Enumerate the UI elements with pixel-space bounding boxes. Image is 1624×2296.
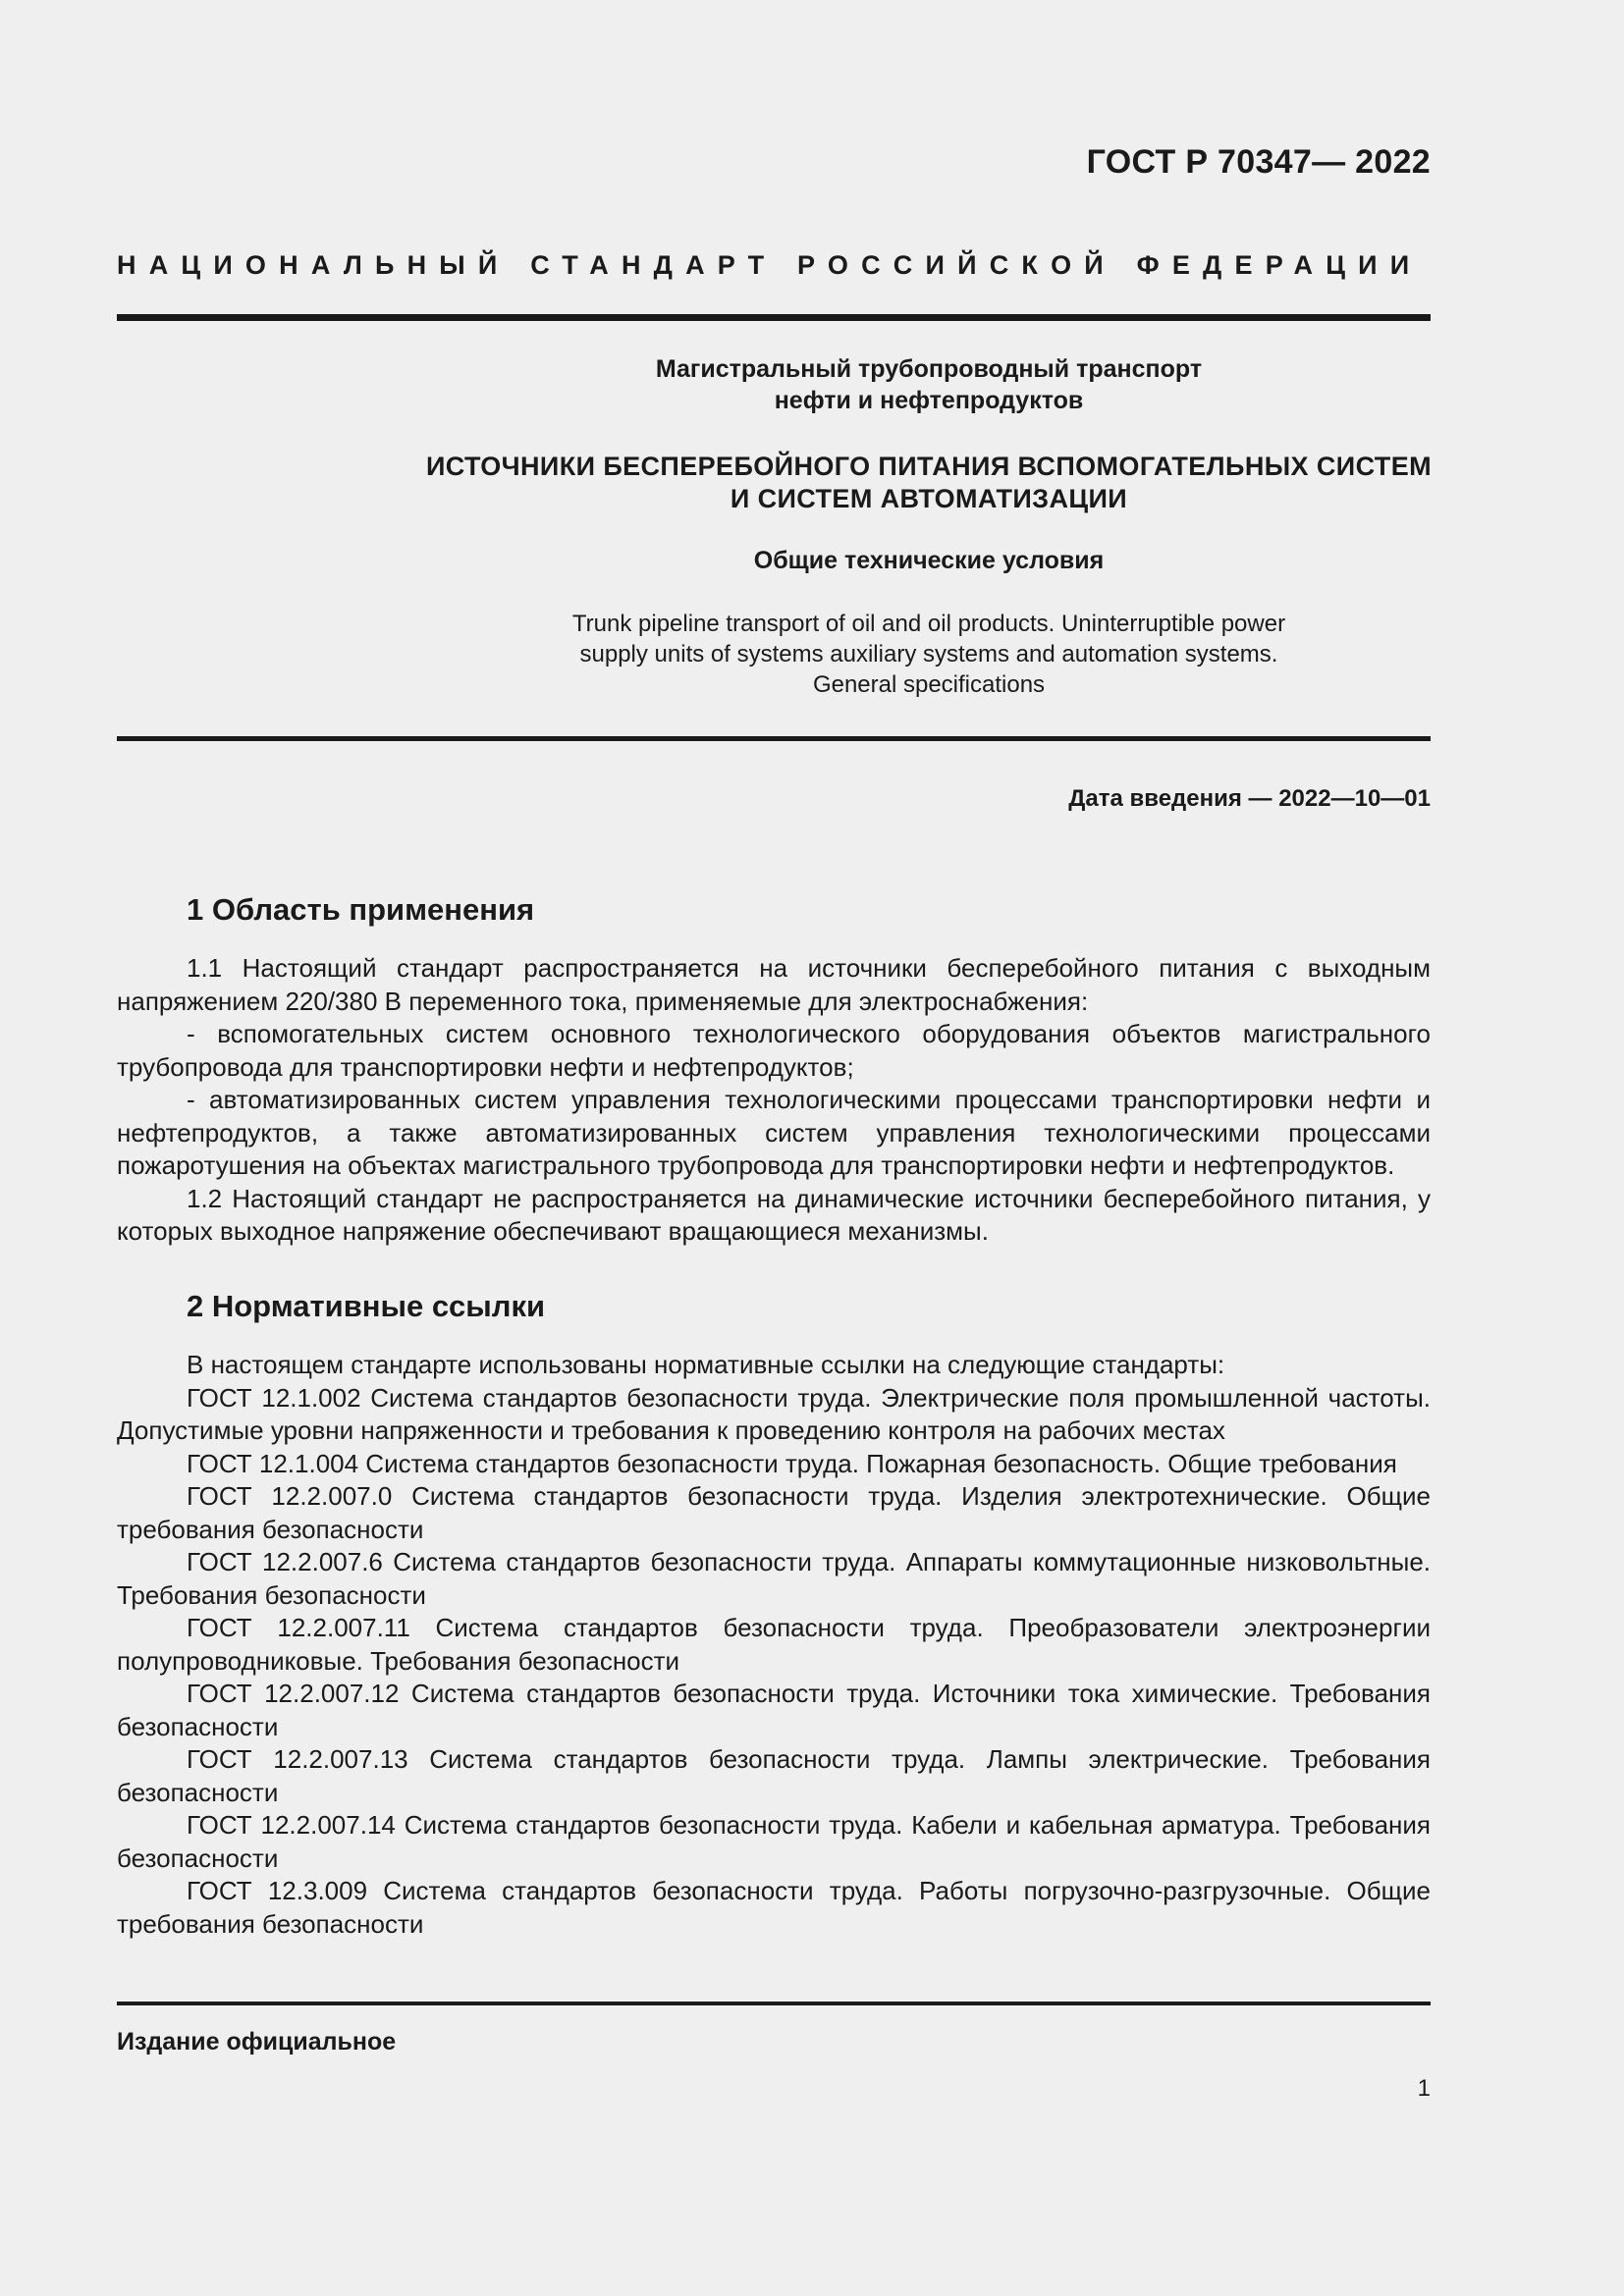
introduction-date: Дата введения — 2022—10—01 — [1068, 785, 1431, 812]
subtitle-line: Магистральный трубопроводный транспорт — [655, 355, 1203, 383]
english-title-line: General specifications — [812, 671, 1046, 698]
document-spec: Общие технические условия — [753, 547, 1105, 574]
bottom-rule — [117, 2002, 1431, 2005]
paragraph: 1.2 Настоящий стандарт не распространяется на динамические источники бесперебойного питания, у которых выходное напряжение обеспечивают вращающиеся механизмы. — [117, 1183, 1431, 1246]
paragraph: В настоящем стандарте использованы нормативные ссылки на следующие стандарты: — [187, 1350, 1225, 1379]
title-line: ИСТОЧНИКИ БЕСПЕРЕБОЙНОГО ПИТАНИЯ ВСПОМОГАТЕЛЬНЫХ СИСТЕМ — [426, 452, 1432, 481]
reference-item: ГОСТ 12.2.007.14 Система стандартов безопасности труда. Кабели и кабельная арматура. Требования безопасности — [117, 1810, 1431, 1873]
reference-item: ГОСТ 12.1.004 Система стандартов безопасности труда. Пожарная безопасность. Общие требования — [187, 1448, 1397, 1478]
section-1-body — [117, 952, 1431, 1249]
reference-item: ГОСТ 12.1.002 Система стандартов безопасности труда. Электрические поля промышленной частоты. Допустимые уровни напряженности и требования к проведению контроля на рабочих местах — [117, 1382, 1431, 1445]
reference-item: ГОСТ 12.3.009 Система стандартов безопасности труда. Работы погрузочно-разгрузочные. Общие требования безопасности — [117, 1876, 1431, 1939]
english-title-line: Trunk pipeline transport of oil and oil products. Uninterruptible power — [571, 611, 1286, 637]
title-line: И СИСТЕМ АВТОМАТИЗАЦИИ — [730, 484, 1128, 513]
paragraph: - автоматизированных систем управления технологическими процессами транспортировки нефти и нефтепродуктов, а также автоматизированных систем управления технологическими процессами пожаротушения на объектах магистрального трубопровода для транспортировки нефти и нефтепродуктов. — [117, 1085, 1431, 1180]
reference-item: ГОСТ 12.2.007.11 Система стандартов безопасности труда. Преобразователи электроэнергии полупроводниковые. Требования безопасности — [117, 1613, 1431, 1676]
reference-item: ГОСТ 12.2.007.6 Система стандартов безопасности труда. Аппараты коммутационные низковольтные. Требования безопасности — [117, 1547, 1431, 1610]
document-subtitle — [117, 353, 1624, 416]
document-number: ГОСТ Р 70347— 2022 — [1086, 143, 1431, 181]
section-1-heading: 1 Область применения — [187, 892, 535, 927]
subtitle-line: нефти и нефтепродуктов — [774, 387, 1084, 414]
reference-item: ГОСТ 12.2.007.13 Система стандартов безопасности труда. Лампы электрические. Требования безопасности — [117, 1744, 1431, 1807]
english-title — [117, 609, 1624, 700]
national-standard-banner: НАЦИОНАЛЬНЫЙ СТАНДАРТ РОССИЙСКОЙ ФЕДЕРАЦИИ — [117, 250, 1423, 280]
middle-rule — [117, 736, 1431, 741]
english-title-line: supply units of systems auxiliary systems and automation systems. — [579, 641, 1278, 667]
reference-item: ГОСТ 12.2.007.0 Система стандартов безопасности труда. Изделия электротехнические. Общие требования безопасности — [117, 1481, 1431, 1544]
reference-item: ГОСТ 12.2.007.12 Система стандартов безопасности труда. Источники тока химические. Требования безопасности — [117, 1679, 1431, 1741]
page-number: 1 — [1417, 2075, 1431, 2102]
section-2-heading: 2 Нормативные ссылки — [187, 1289, 546, 1323]
paragraph: 1.1 Настоящий стандарт распространяется на источники бесперебойного питания с выходным напряжением 220/380 В переменного тока, применяемые для электроснабжения: — [117, 953, 1431, 1016]
paragraph: - вспомогательных систем основного технологического оборудования объектов магистрального трубопровода для транспортировки нефти и нефтепродуктов; — [117, 1019, 1431, 1082]
section-2-body — [117, 1349, 1431, 1941]
document-title — [117, 451, 1624, 515]
top-rule — [117, 314, 1431, 321]
official-edition-label: Издание официальное — [117, 2028, 397, 2056]
